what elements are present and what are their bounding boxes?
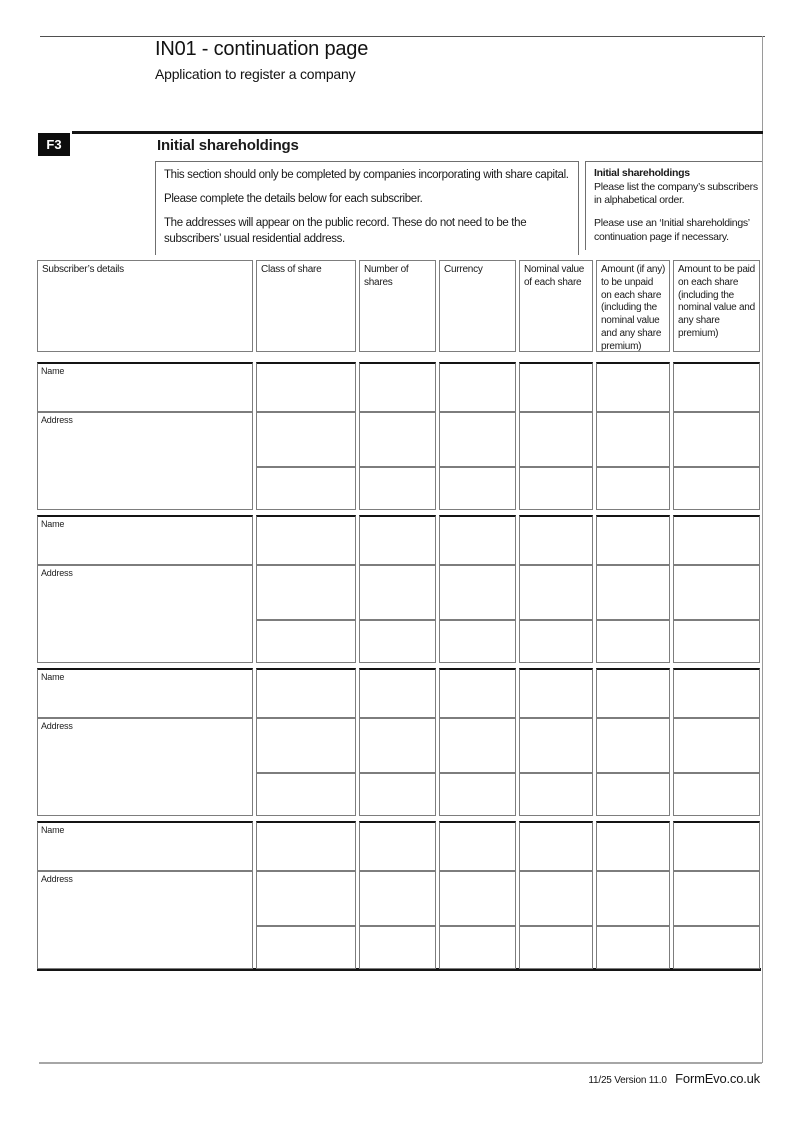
guidance-box — [155, 161, 579, 255]
amount-unpaid-field[interactable] — [596, 718, 670, 773]
nominal-value-field[interactable] — [519, 362, 593, 412]
side-note-text: Please list the company’s subscribers in alphabetical order. — [594, 180, 758, 207]
section-rule — [72, 131, 763, 134]
right-margin-line — [762, 36, 763, 1063]
side-note-text: Please use an ‘Initial shareholdings’ continuation page if necessary. — [594, 216, 750, 243]
number-of-shares-field[interactable] — [359, 773, 436, 816]
amount-paid-field[interactable] — [673, 467, 760, 510]
footer — [37, 1070, 760, 1088]
nominal-value-field[interactable] — [519, 821, 593, 871]
col-header-number-of-shares: Number of shares — [359, 260, 436, 352]
name-label: Name — [41, 519, 65, 529]
amount-unpaid-field[interactable] — [596, 515, 670, 565]
guidance-paragraph: The addresses will appear on the public record. These do not need to be the subscribers’ usual residential address. — [164, 217, 527, 245]
address-label: Address — [41, 415, 73, 425]
amount-paid-field[interactable] — [673, 821, 760, 871]
number-of-shares-field[interactable] — [359, 467, 436, 510]
number-of-shares-field[interactable] — [359, 718, 436, 773]
class-of-share-field[interactable] — [256, 515, 356, 565]
class-of-share-field[interactable] — [256, 362, 356, 412]
class-of-share-field[interactable] — [256, 565, 356, 620]
class-of-share-field[interactable] — [256, 412, 356, 467]
currency-field[interactable] — [439, 871, 516, 926]
nominal-value-field[interactable] — [519, 871, 593, 926]
name-label: Name — [41, 366, 65, 376]
amount-unpaid-field[interactable] — [596, 926, 670, 969]
name-label: Name — [41, 672, 65, 682]
class-of-share-field[interactable] — [256, 620, 356, 663]
subscriber-address-field[interactable] — [37, 412, 253, 510]
amount-paid-field[interactable] — [673, 565, 760, 620]
page-title: IN01 - continuation page — [155, 38, 369, 60]
amount-unpaid-field[interactable] — [596, 668, 670, 718]
class-of-share-field[interactable] — [256, 773, 356, 816]
page-subtitle: Application to register a company — [155, 66, 356, 82]
nominal-value-field[interactable] — [519, 412, 593, 467]
amount-paid-field[interactable] — [673, 515, 760, 565]
number-of-shares-field[interactable] — [359, 362, 436, 412]
number-of-shares-field[interactable] — [359, 871, 436, 926]
currency-field[interactable] — [439, 467, 516, 510]
subscriber-name-field[interactable] — [37, 515, 253, 565]
address-label: Address — [41, 874, 73, 884]
amount-unpaid-field[interactable] — [596, 467, 670, 510]
amount-paid-field[interactable] — [673, 620, 760, 663]
amount-paid-field[interactable] — [673, 668, 760, 718]
nominal-value-field[interactable] — [519, 515, 593, 565]
col-header-amount-unpaid: Amount (if any) to be unpaid on each share (including the nominal value and any share premium) — [596, 260, 670, 352]
col-header-subscriber-details: Subscriber’s details — [37, 260, 253, 352]
subscriber-block — [37, 515, 760, 663]
number-of-shares-field[interactable] — [359, 412, 436, 467]
side-note-title: Initial shareholdings — [594, 167, 690, 179]
guidance-paragraph: This section should only be completed by companies incorporating with share capital. — [164, 169, 569, 181]
amount-unpaid-field[interactable] — [596, 412, 670, 467]
currency-field[interactable] — [439, 412, 516, 467]
col-header-currency: Currency — [439, 260, 516, 352]
number-of-shares-field[interactable] — [359, 926, 436, 969]
side-note — [585, 161, 762, 250]
amount-unpaid-field[interactable] — [596, 871, 670, 926]
amount-unpaid-field[interactable] — [596, 362, 670, 412]
name-label: Name — [41, 825, 65, 835]
class-of-share-field[interactable] — [256, 467, 356, 510]
currency-field[interactable] — [439, 718, 516, 773]
col-header-amount-paid: Amount to be paid on each share (including the nominal value and any share premium) — [673, 260, 760, 352]
number-of-shares-field[interactable] — [359, 821, 436, 871]
number-of-shares-field[interactable] — [359, 515, 436, 565]
subscriber-address-field[interactable] — [37, 565, 253, 663]
class-of-share-field[interactable] — [256, 718, 356, 773]
subscriber-address-field[interactable] — [37, 718, 253, 816]
currency-field[interactable] — [439, 773, 516, 816]
top-rule — [40, 36, 765, 37]
address-label: Address — [41, 568, 73, 578]
class-of-share-field[interactable] — [256, 668, 356, 718]
number-of-shares-field[interactable] — [359, 620, 436, 663]
amount-unpaid-field[interactable] — [596, 565, 670, 620]
nominal-value-field[interactable] — [519, 467, 593, 510]
subscriber-name-field[interactable] — [37, 821, 253, 871]
currency-field[interactable] — [439, 362, 516, 412]
amount-paid-field[interactable] — [673, 773, 760, 816]
nominal-value-field[interactable] — [519, 565, 593, 620]
class-of-share-field[interactable] — [256, 926, 356, 969]
footer-rule — [39, 1062, 762, 1064]
subscriber-address-field[interactable] — [37, 871, 253, 969]
number-of-shares-field[interactable] — [359, 668, 436, 718]
currency-field[interactable] — [439, 926, 516, 969]
class-of-share-field[interactable] — [256, 871, 356, 926]
section-title: Initial shareholdings — [157, 137, 299, 154]
footer-version: 11/25 Version 11.0 — [588, 1075, 667, 1086]
amount-paid-field[interactable] — [673, 871, 760, 926]
subscriber-block — [37, 821, 760, 969]
address-label: Address — [41, 721, 73, 731]
table-header-row — [37, 260, 760, 352]
subscriber-block — [37, 362, 760, 510]
class-of-share-field[interactable] — [256, 821, 356, 871]
currency-field[interactable] — [439, 668, 516, 718]
footer-brand: FormEvo.co.uk — [675, 1071, 760, 1086]
nominal-value-field[interactable] — [519, 620, 593, 663]
nominal-value-field[interactable] — [519, 926, 593, 969]
subscriber-name-field[interactable] — [37, 668, 253, 718]
section-code-badge: F3 — [38, 133, 70, 156]
currency-field[interactable] — [439, 821, 516, 871]
subscriber-name-field[interactable] — [37, 362, 253, 412]
amount-unpaid-field[interactable] — [596, 821, 670, 871]
guidance-paragraph: Please complete the details below for each subscriber. — [164, 193, 423, 206]
currency-field[interactable] — [439, 515, 516, 565]
amount-paid-field[interactable] — [673, 718, 760, 773]
currency-field[interactable] — [439, 565, 516, 620]
amount-paid-field[interactable] — [673, 926, 760, 969]
subscriber-block — [37, 668, 760, 816]
amount-unpaid-field[interactable] — [596, 773, 670, 816]
number-of-shares-field[interactable] — [359, 565, 436, 620]
nominal-value-field[interactable] — [519, 718, 593, 773]
nominal-value-field[interactable] — [519, 773, 593, 816]
col-header-nominal-value: Nominal value of each share — [519, 260, 593, 352]
amount-paid-field[interactable] — [673, 362, 760, 412]
amount-paid-field[interactable] — [673, 412, 760, 467]
nominal-value-field[interactable] — [519, 668, 593, 718]
amount-unpaid-field[interactable] — [596, 620, 670, 663]
currency-field[interactable] — [439, 620, 516, 663]
col-header-class-of-share: Class of share — [256, 260, 356, 352]
